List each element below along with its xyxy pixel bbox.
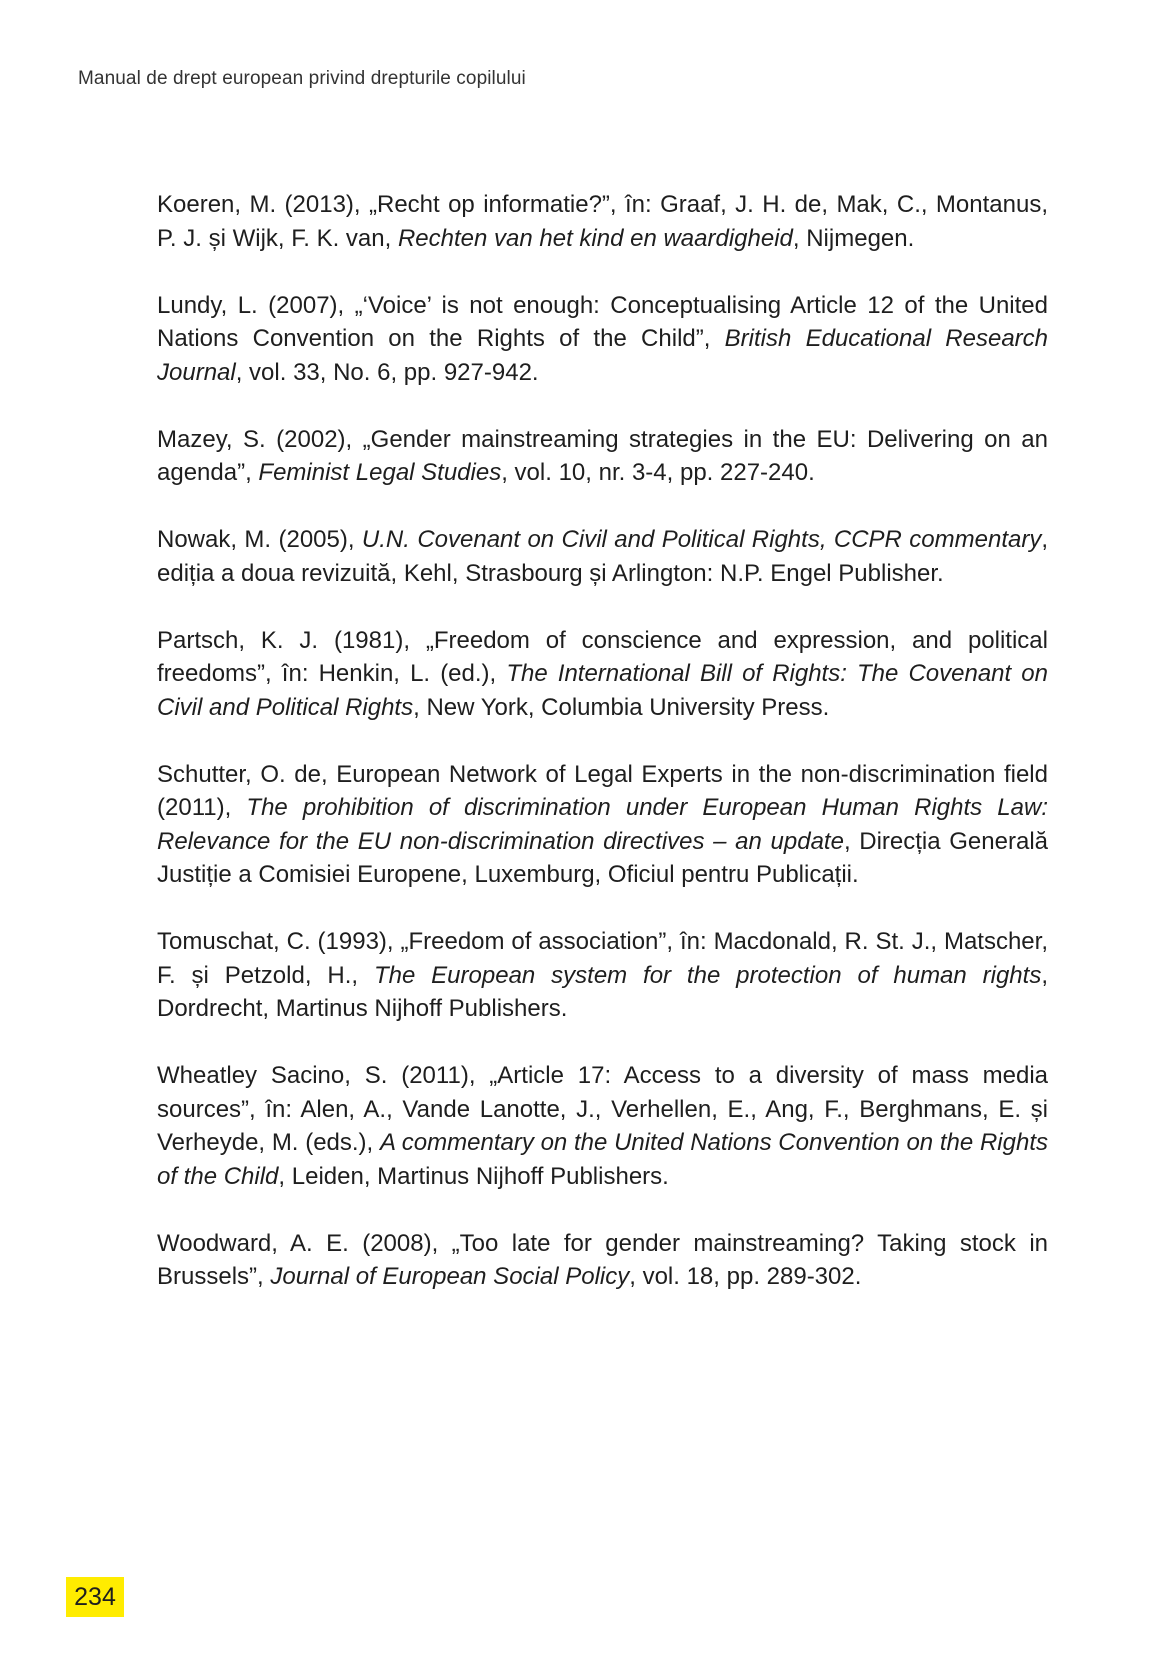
- reference-text: Mazey, S. (2002), „Gender mainstreaming strategies in the EU: Delivering on an agenda”,: [157, 425, 1048, 486]
- reference-mazey: [157, 423, 1048, 490]
- reference-title: U.N. Covenant on Civil and Political Rights, CCPR commentary: [361, 526, 1042, 553]
- reference-wheatley-sacino: [157, 1059, 1048, 1193]
- running-header: Manual de drept european privind drepturile copilului: [78, 68, 526, 89]
- reference-text: , Leiden, Martinus Nijhoff Publishers.: [278, 1162, 669, 1190]
- reference-text: Lundy, L. (2007), „‘Voice’ is not enough: Conceptualising Article 12 of the United Nations Convention on the Rights of the Child”,: [157, 291, 1048, 352]
- reference-text: , vol. 10, nr. 3-4, pp. 227-240.: [501, 459, 815, 486]
- reference-schutter: [157, 758, 1048, 892]
- reference-list: [157, 188, 1048, 1327]
- reference-text: , vol. 33, No. 6, pp. 927-942.: [235, 358, 539, 386]
- reference-title: Rechten van het kind en waardigheid: [397, 224, 793, 252]
- reference-text: Nowak, M. (2005),: [157, 526, 362, 553]
- reference-koeren: [157, 188, 1048, 255]
- reference-title: Journal of European Social Policy: [270, 1263, 630, 1290]
- reference-text: Tomuschat, C. (1993), „Freedom of association”, în: Macdonald, R. St. J., Matscher, F. și Petzold, H.,: [157, 928, 1048, 989]
- page-number: 234: [66, 1577, 124, 1617]
- reference-woodward: [157, 1227, 1048, 1294]
- reference-text: Partsch, K. J. (1981), „Freedom of conscience and expression, and political freedoms”, în: Henkin, L. (ed.),: [157, 626, 1048, 687]
- reference-text: Wheatley Sacino, S. (2011), „Article 17: Access to a diversity of mass media sources”, în: Alen, A., Vande Lanotte, J., Verhellen, E., Ang, F., Berghmans, E. și Verheyde, M. (eds.),: [157, 1062, 1048, 1156]
- reference-title: British Educational Research Journal: [157, 325, 1049, 386]
- reference-text: , ediția a doua revizuită, Kehl, Strasbourg și Arlington: N.P. Engel Publisher.: [157, 526, 1048, 587]
- reference-title: The International Bill of Rights: The Covenant on Civil and Political Rights: [157, 660, 1048, 721]
- reference-title: Feminist Legal Studies: [258, 459, 502, 486]
- reference-text: Schutter, O. de, European Network of Legal Experts in the non-discrimination field (2011),: [157, 760, 1048, 821]
- reference-text: , Direcția Generală Justiție a Comisiei Europene, Luxemburg, Oficiul pentru Publicații.: [157, 827, 1048, 888]
- reference-text: Woodward, A. E. (2008), „Too late for gender mainstreaming? Taking stock in Brussels”,: [157, 1229, 1048, 1290]
- reference-text: Koeren, M. (2013), „Recht op informatie?”, în: Graaf, J. H. de, Mak, C., Montanus, P. J. și Wijk, F. K. van,: [157, 191, 1048, 252]
- reference-text: , Nijmegen.: [792, 224, 915, 252]
- reference-text: , vol. 18, pp. 289-302.: [629, 1263, 862, 1290]
- reference-tomuschat: [157, 925, 1048, 1026]
- reference-title: A commentary on the United Nations Convention on the Rights of the Child: [157, 1129, 1048, 1190]
- reference-text: , Dordrecht, Martinus Nijhoff Publishers.: [157, 961, 1048, 1022]
- reference-nowak: [157, 523, 1048, 590]
- reference-title: The prohibition of discrimination under European Human Rights Law: Relevance for the EU non-discrimination directives – an update: [157, 794, 1049, 855]
- reference-text: , New York, Columbia University Press.: [413, 693, 830, 721]
- reference-lundy: [157, 289, 1048, 390]
- reference-title: The European system for the protection of human rights: [373, 961, 1042, 989]
- reference-partsch: [157, 624, 1048, 725]
